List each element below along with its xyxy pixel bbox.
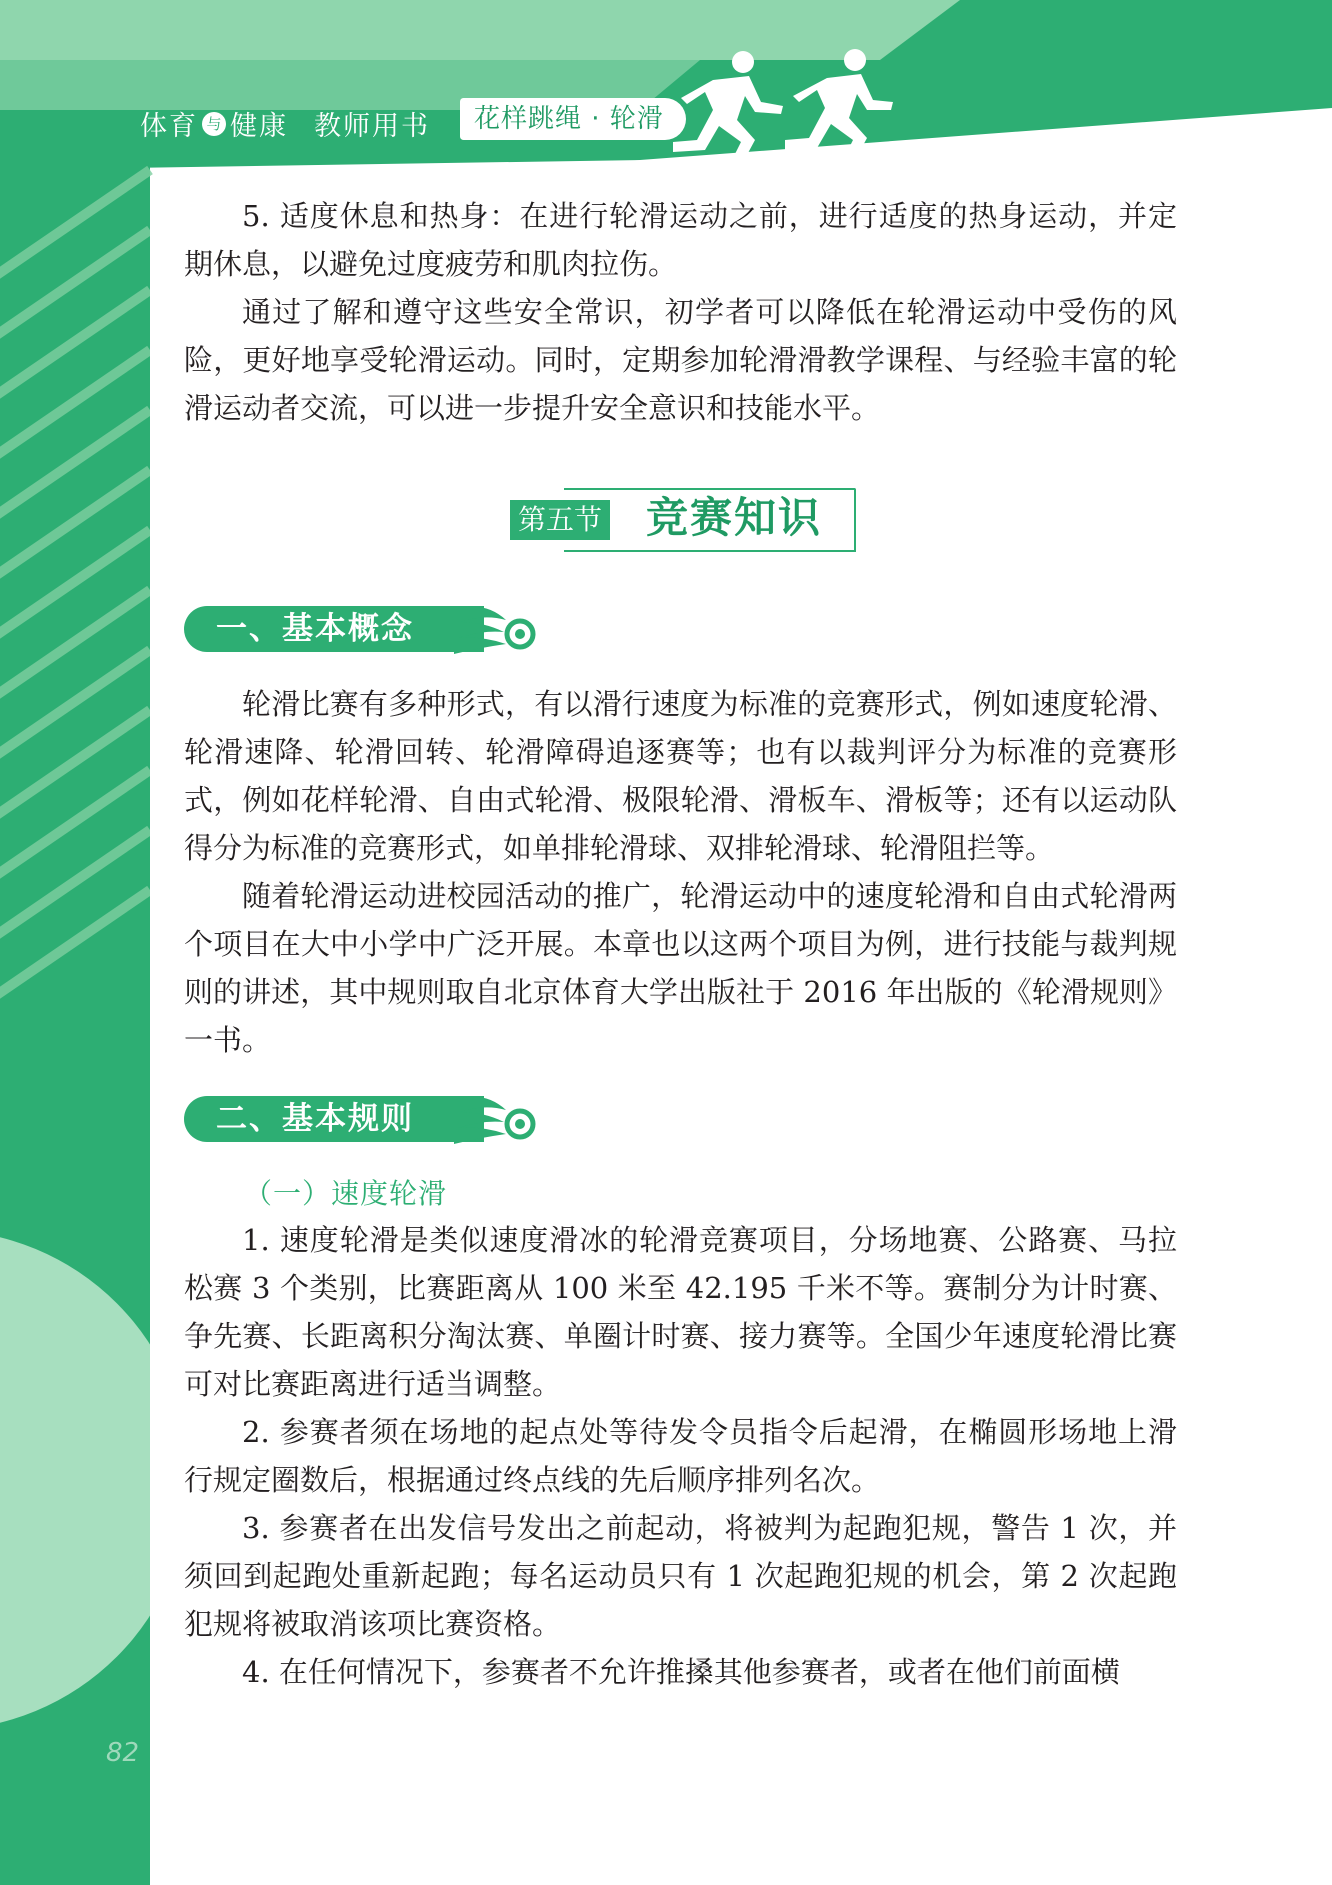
section-title: 竞赛知识 (646, 493, 823, 542)
paragraph-competition-forms: 轮滑比赛有多种形式，有以滑行速度为标准的竞赛形式，例如速度轮滑、轮滑速降、轮滑回转、轮滑障碍追逐赛等；也有以裁判评分为标准的竞赛形式，例如花样轮滑、自由式轮滑、极限轮滑、滑板车、滑板等；还有以运动队得分为标准的竞赛形式，如单排轮滑球、双排轮滑球、轮滑阻拦等。 (184, 687, 1177, 865)
wing-target-icon (454, 1090, 540, 1150)
page-number: 82 (106, 1738, 140, 1768)
paragraph-rest-warmup: 5. 适度休息和热身：在进行轮滑运动之前，进行适度的热身运动，并定期休息，以避免过度疲劳和肌肉拉伤。 (184, 199, 1177, 281)
book-title-prefix: 体育 (140, 111, 198, 142)
paragraph-safety-summary: 通过了解和遵守这些安全常识，初学者可以降低在轮滑运动中受伤的风险，更好地享受轮滑运动。同时，定期参加轮滑滑教学课程、与经验丰富的轮滑运动者交流，可以进一步提升安全意识和技能水平。 (184, 295, 1177, 425)
section-number-tag: 第五节 (510, 500, 610, 540)
paragraph-rule-2: 2. 参赛者须在场地的起点处等待发令员指令后起滑，在椭圆形场地上滑行规定圈数后，根据通过终点线的先后顺序排列名次。 (184, 1415, 1177, 1497)
subheading-speed-skating: （一）速度轮滑 (244, 1177, 448, 1210)
paragraph-rule-4: 4. 在任何情况下，参赛者不允许推搡其他参赛者，或者在他们前面横 (242, 1655, 1120, 1689)
paragraph-rule-3: 3. 参赛者在出发信号发出之前起动，将被判为起跑犯规，警告 1 次，并须回到起跑处重新起跑；每名运动员只有 1 次起跑犯规的机会，第 2 次起跑犯规将被取消该项比赛资格。 (184, 1511, 1177, 1641)
book-title-connector: 与 (202, 112, 226, 136)
heading-basic-concepts (184, 606, 544, 656)
runners-icon (665, 40, 895, 170)
paragraph-school-promotion: 随着轮滑运动进校园活动的推广，轮滑运动中的速度轮滑和自由式轮滑两个项目在大中小学中广泛开展。本章也以这两个项目为例，进行技能与裁判规则的讲述，其中规则取自北京体育大学出版社于 2016 年出版的《轮滑规则》一书。 (184, 879, 1177, 1057)
heading-basic-rules (184, 1096, 544, 1146)
book-title (140, 104, 430, 143)
heading-label: 二、基本规则 (216, 1101, 414, 1137)
section-title-box (510, 488, 856, 552)
volume-label: 花样跳绳 · 轮滑 (460, 98, 686, 140)
wing-target-icon (454, 600, 540, 660)
book-type: 教师用书 (314, 111, 430, 142)
heading-label: 一、基本概念 (216, 611, 414, 647)
paragraph-rule-1: 1. 速度轮滑是类似速度滑冰的轮滑竞赛项目，分场地赛、公路赛、马拉松赛 3 个类别，比赛距离从 100 米至 42.195 千米不等。赛制分为计时赛、争先赛、长距离积分淘汰赛、单圈计时赛、接力赛等。全国少年速度轮滑比赛可对比赛距离进行适当调整。 (184, 1223, 1177, 1401)
book-title-suffix: 健康 (230, 111, 288, 142)
